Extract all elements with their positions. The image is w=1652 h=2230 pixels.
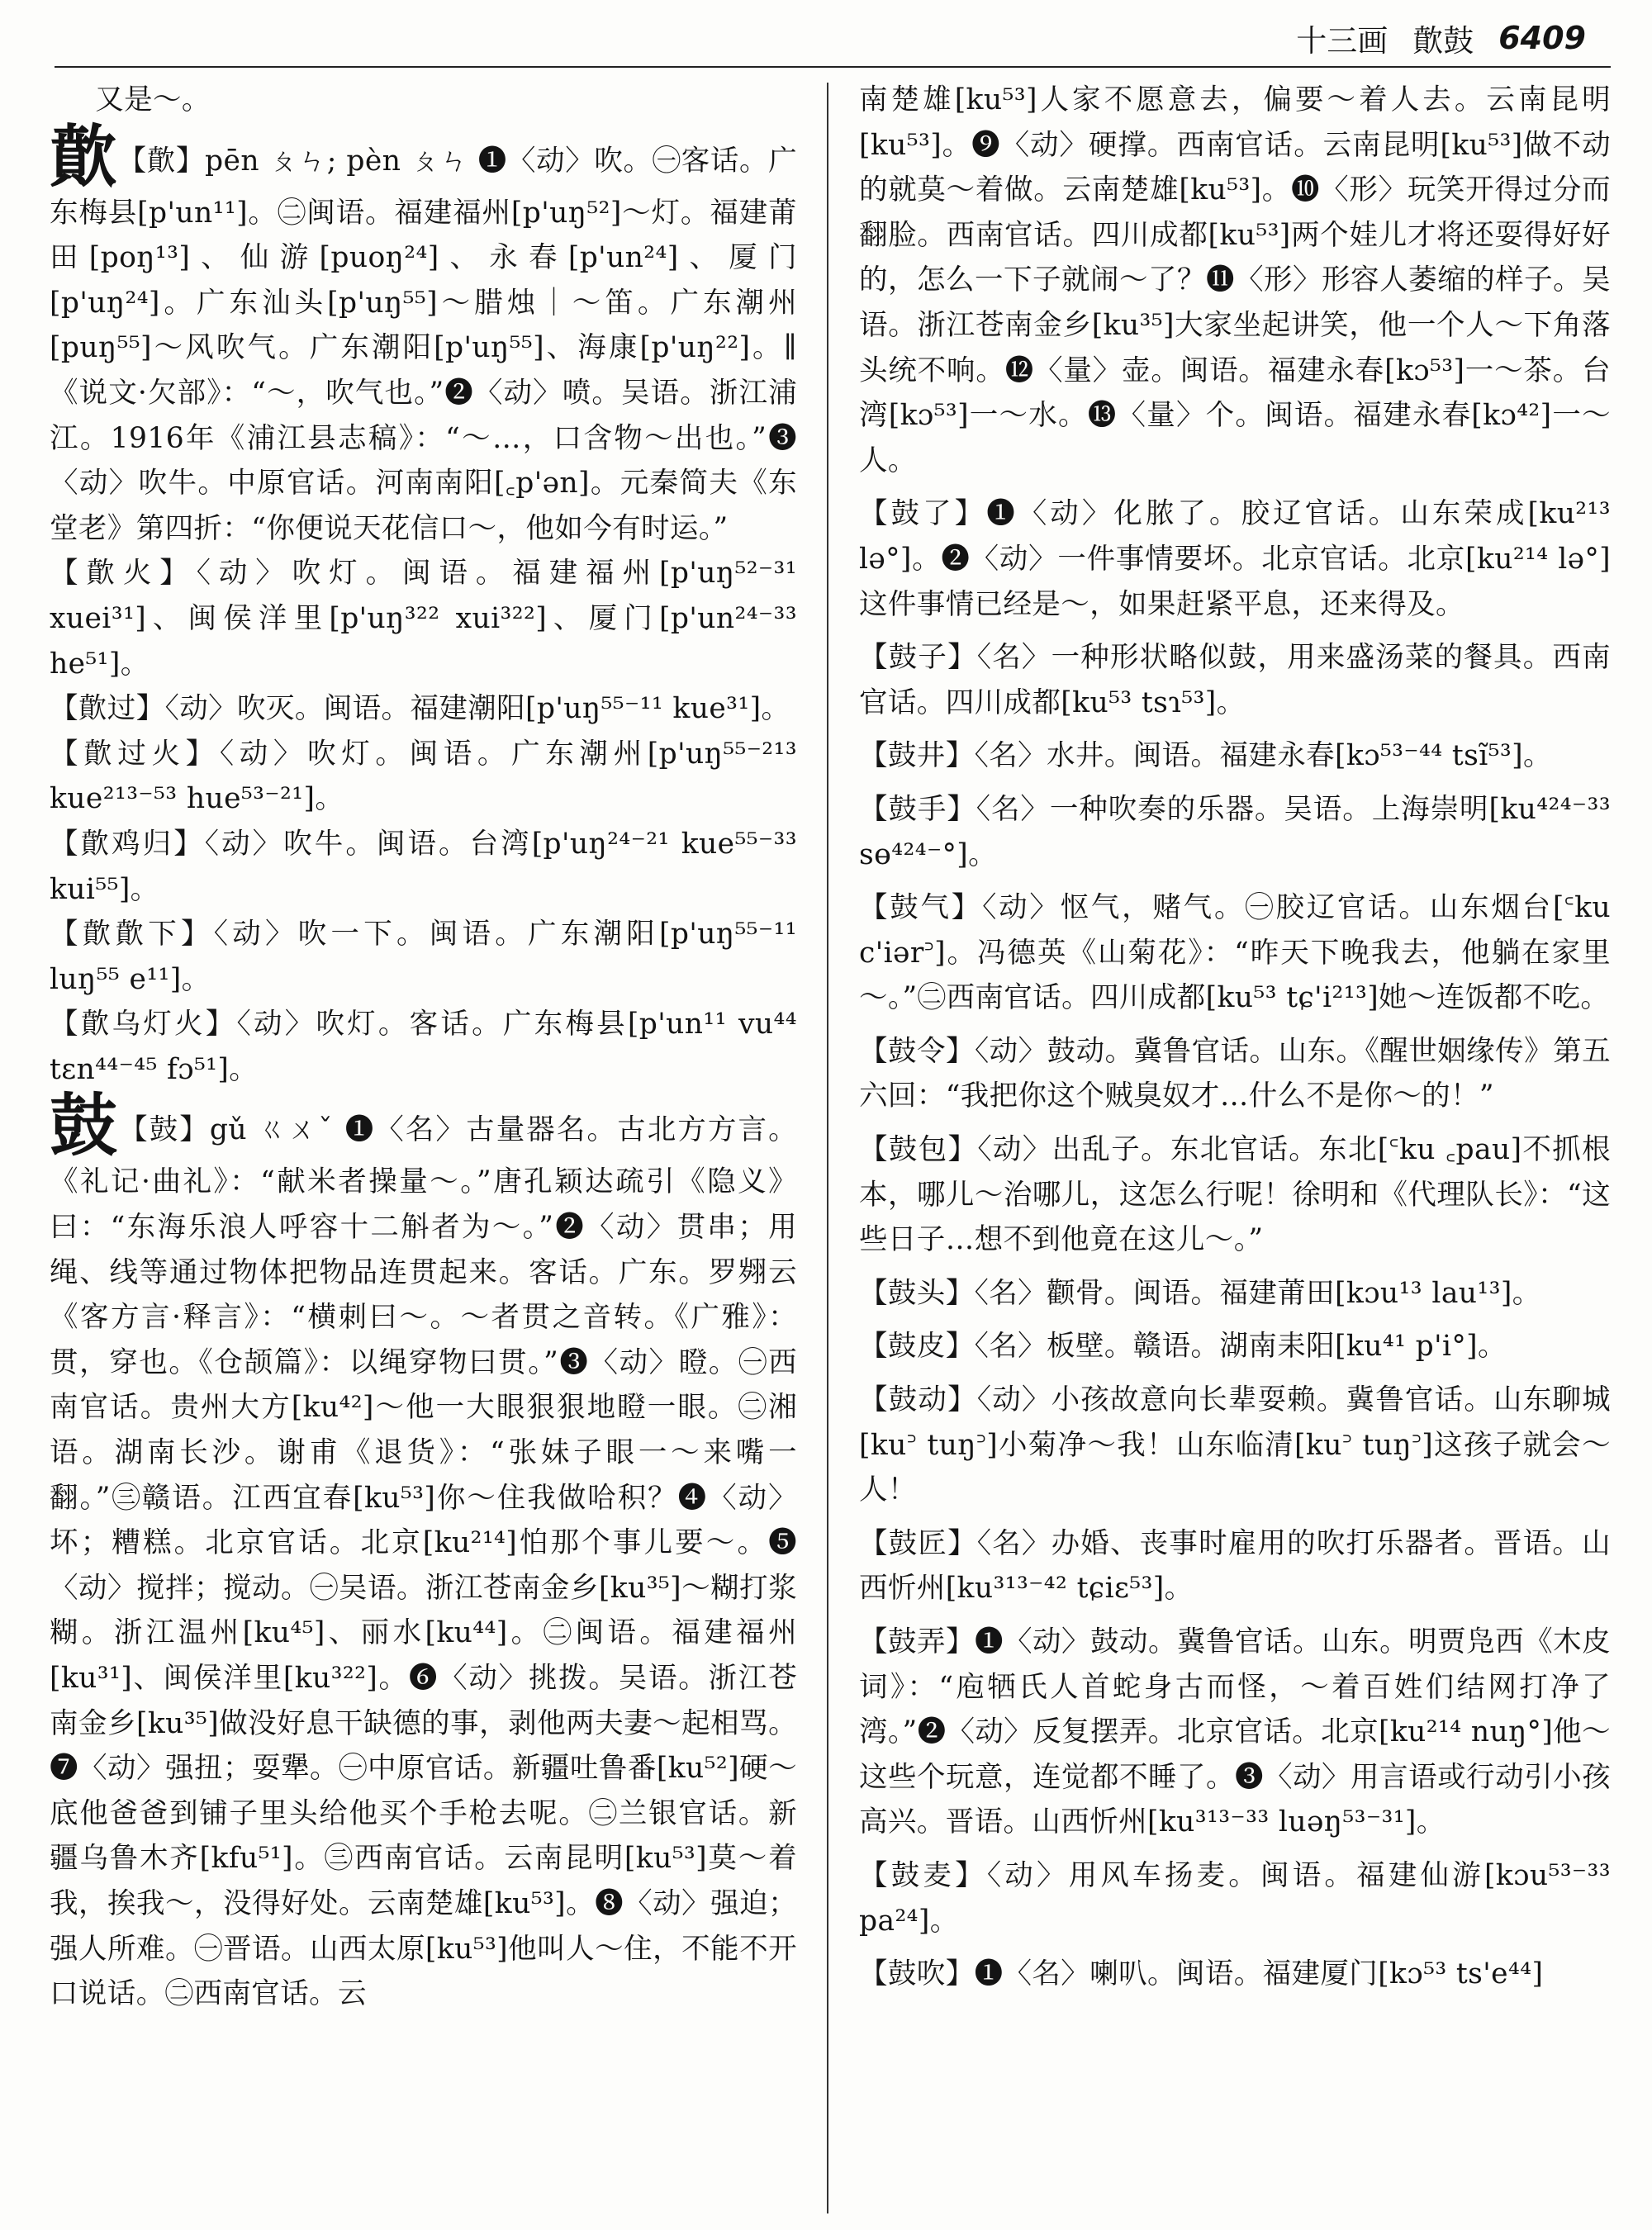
headword-pen: 歕: [50, 116, 118, 197]
sub-entry: 【鼓头】〈名〉颧骨。闽语。福建莆田[kɔu¹³ lau¹³]。: [859, 1276, 1541, 1310]
sub-entry: 【鼓令】〈动〉鼓动。冀鲁官话。山东。《醒世姻缘传》第五六回：“我把你这个贼臭奴才…什么不是你～的！”: [859, 1034, 1611, 1113]
running-header: [1296, 12, 1586, 64]
sub-entry: 【鼓皮】〈名〉板壁。赣语。湖南耒阳[ku⁴¹ p'i°]。: [859, 1330, 1507, 1364]
sub-entry: 【鼓子】〈名〉一种形状略似鼓，用来盛汤菜的餐具。西南官话。四川成都[ku⁵³ tsɿ⁵³]。: [859, 641, 1611, 719]
sub-entry: 【歕鸡归】〈动〉吹牛。闽语。台湾[p'uŋ²⁴⁻²¹ kue⁵⁵⁻³³ kui⁵⁵]。: [50, 827, 797, 906]
entry-pen: [50, 116, 798, 552]
left-column: [50, 78, 797, 2017]
sub-entry: 【鼓了】❶〈动〉化脓了。胶辽官话。山东荣成[ku²¹³ lə°]。❷〈动〉一件事情要坏。北京官话。北京[ku²¹⁴ lə°]这件事情已经是～，如果赶紧平息，还来得及。: [859, 497, 1611, 621]
sub-entry: 【歕过火】〈动〉吹灯。闽语。广东潮州[p'uŋ⁵⁵⁻²¹³ kue²¹³⁻⁵³ hue⁵³⁻²¹]。: [50, 737, 797, 816]
sub-entry: 【鼓手】〈名〉一种吹奏的乐器。吴语。上海崇明[ku⁴²⁴⁻³³ sɵ⁴²⁴⁻°]。: [859, 792, 1611, 871]
sub-entry: 【鼓包】〈动〉出乱子。东北官话。东北[꜂ku ꜀pau]不抓根本，哪儿～治哪儿，这怎么行呢！徐明和《代理队长》：“这些日子…想不到他竟在这儿～。”: [859, 1133, 1611, 1257]
sub-entry: 【鼓麦】〈动〉用风车扬麦。闽语。福建仙游[kɔu⁵³⁻³³ pa²⁴]。: [859, 1858, 1611, 1938]
entry-pen-text: 【歕】pēn ㄆㄣ; pèn ㄆㄣ ❶〈动〉吹。㊀客话。广东梅县[p'un¹¹]。㊁闽语。福建福州[p'uŋ⁵²]～灯。福建莆田[poŋ¹³]、仙游[puoŋ²⁴]、永春[p'un²⁴]、厦门[p'uŋ²⁴]。广东汕头[p'uŋ⁵⁵]～腊烛｜～笛。广东潮州[puŋ⁵⁵]～风吹气。广东潮阳[p'uŋ⁵⁵]、海康[p'uŋ²²]。∥《说文·欠部》：“～，吹气也。”❷〈动〉喷。吴语。浙江浦江。1916年《浦江县志稿》：“～…，口含物～出也。”❸〈动〉吹牛。中原官话。河南南阳[꜀p'ən]。元秦简夫《东堂老》第四折：“你便说天花信口～，他如今有时运。”: [50, 144, 798, 545]
carry-text: 又是～。: [95, 83, 211, 116]
right-column: [859, 78, 1611, 1997]
sub-entry: 【歕火】〈动〉吹灯。闽语。福建福州[p'uŋ⁵²⁻³¹ xuei³¹]、闽侯洋里[p'uŋ³²² xui³²²]、厦门[p'un²⁴⁻³³ he⁵¹]。: [50, 557, 797, 681]
carry-text: 南楚雄[ku⁵³]人家不愿意去，偏要～着人去。云南昆明[ku⁵³]。❾〈动〉硬撑。西南官话。云南昆明[ku⁵³]做不动的就莫～着做。云南楚雄[ku⁵³]。❿〈形〉玩笑开得过分而翻脸。西南官话。四川成都[ku⁵³]两个娃儿才将还耍得好好的，怎么一下子就闹～了？⓫〈形〉形容人萎缩的样子。吴语。浙江苍南金乡[ku³⁵]大家坐起讲笑，他一个人～下角落头统不响。⓬〈量〉壶。闽语。福建永春[kɔ⁵³]一～茶。台湾[kɔ⁵³]一～水。⓭〈量〉个。闽语。福建永春[kɔ⁴²]一～人。: [859, 83, 1611, 477]
sub-entry: 【歕过】〈动〉吹灭。闽语。福建潮阳[p'uŋ⁵⁵⁻¹¹ kue³¹]。: [50, 692, 790, 726]
sub-entry: 【鼓气】〈动〉怄气，赌气。㊀胶辽官话。山东烟台[꜂ku c'iər꜄]。冯德英《山菊花》：“昨天下晚我去，他躺在家里～。”㊁西南官话。四川成都[ku⁵³ tɕ'i²¹³]她～连饭都不吃。: [859, 891, 1611, 1015]
sub-entry: 【鼓匠】〈名〉办婚、丧事时雇用的吹打乐器者。晋语。山西忻州[ku³¹³⁻⁴² tɕiɛ⁵³]。: [859, 1526, 1611, 1606]
sub-entry: 【歕歕下】〈动〉吹一下。闽语。广东潮阳[p'uŋ⁵⁵⁻¹¹ luŋ⁵⁵ e¹¹]。: [50, 918, 797, 996]
headword-gu: 鼓: [50, 1086, 120, 1166]
page-number: 6409: [1498, 20, 1586, 56]
sub-entry: 【鼓吹】❶〈名〉喇叭。闽语。福建厦门[kɔ⁵³ ts'e⁴⁴]: [859, 1957, 1544, 1991]
sub-entry: 【歕乌灯火】〈动〉吹灯。客话。广东梅县[p'un¹¹ vu⁴⁴ tɛn⁴⁴⁻⁴⁵ fɔ⁵¹]。: [50, 1008, 797, 1086]
header-rule: [55, 66, 1611, 68]
header-section: 十三画: [1296, 23, 1389, 59]
entry-gu: [50, 1086, 797, 2016]
header-headwords: 歕鼓: [1412, 23, 1474, 59]
column-divider: [827, 83, 828, 2213]
sub-entry: 【鼓弄】❶〈动〉鼓动。冀鲁官话。山东。明贾凫西《木皮词》：“庖牺氏人首蛇身古而怪，～着百姓们结网打净了湾。”❷〈动〉反复摆弄。北京官话。北京[ku²¹⁴ nuŋ°]他～这些个玩意，连觉都不睡了。❸〈动〉用言语或行动引小孩高兴。晋语。山西忻州[ku³¹³⁻³³ luəŋ⁵³⁻³¹]。: [859, 1625, 1611, 1839]
entry-gu-text: 【鼓】gǔ ㄍㄨˇ ❶〈名〉古量器名。古北方方言。《礼记·曲礼》：“献米者操量～。”唐孔颖达疏引《隐义》曰：“东海乐浪人呼容十二斛者为～。”❷〈动〉贯串；用绳、线等通过物体把物品连贯起来。客话。广东。罗翙云《客方言·释言》：“横刺曰～。～者贯之音转。《广雅》：贯，穿也。《仓颉篇》：以绳穿物曰贯。”❸〈动〉瞪。㊀西南官话。贵州大方[ku⁴²]～他一大眼狠狠地瞪一眼。㊁湘语。湖南长沙。谢甫《退货》：“张妹子眼一～来嘴一翻。”㊂赣语。江西宜春[ku⁵³]你～住我做哈积？❹〈动〉坏；糟糕。北京官话。北京[ku²¹⁴]怕那个事儿要～。❺〈动〉搅拌；搅动。㊀吴语。浙江苍南金乡[ku³⁵]～糊打浆糊。浙江温州[ku⁴⁵]、丽水[ku⁴⁴]。㊁闽语。福建福州[ku³¹]、闽侯洋里[ku³²²]。❻〈动〉挑拨。吴语。浙江苍南金乡[ku³⁵]做没好息干缺德的事，剥他两夫妻～起相骂。❼〈动〉强扭；耍犟。㊀中原官话。新疆吐鲁番[ku⁵²]硬～底他爸爸到铺子里头给他买个手枪去呢。㊁兰银官话。新疆乌鲁木齐[kfu⁵¹]。㊂西南官话。云南昆明[ku⁵³]莫～着我，挨我～，没得好处。云南楚雄[ku⁵³]。❽〈动〉强迫；强人所难。㊀晋语。山西太原[ku⁵³]他叫人～住，不能不开口说话。㊁西南官话。云: [50, 1113, 797, 2011]
sub-entry: 【鼓井】〈名〉水井。闽语。福建永春[kɔ⁵³⁻⁴⁴ tsĩ⁵³]。: [859, 739, 1552, 773]
sub-entry: 【鼓动】〈动〉小孩故意向长辈耍赖。冀鲁官话。山东聊城[ku꜄ tuŋ꜄]小菊净～我！山东临清[ku꜄ tuŋ꜄]这孩子就会～人！: [859, 1383, 1611, 1507]
